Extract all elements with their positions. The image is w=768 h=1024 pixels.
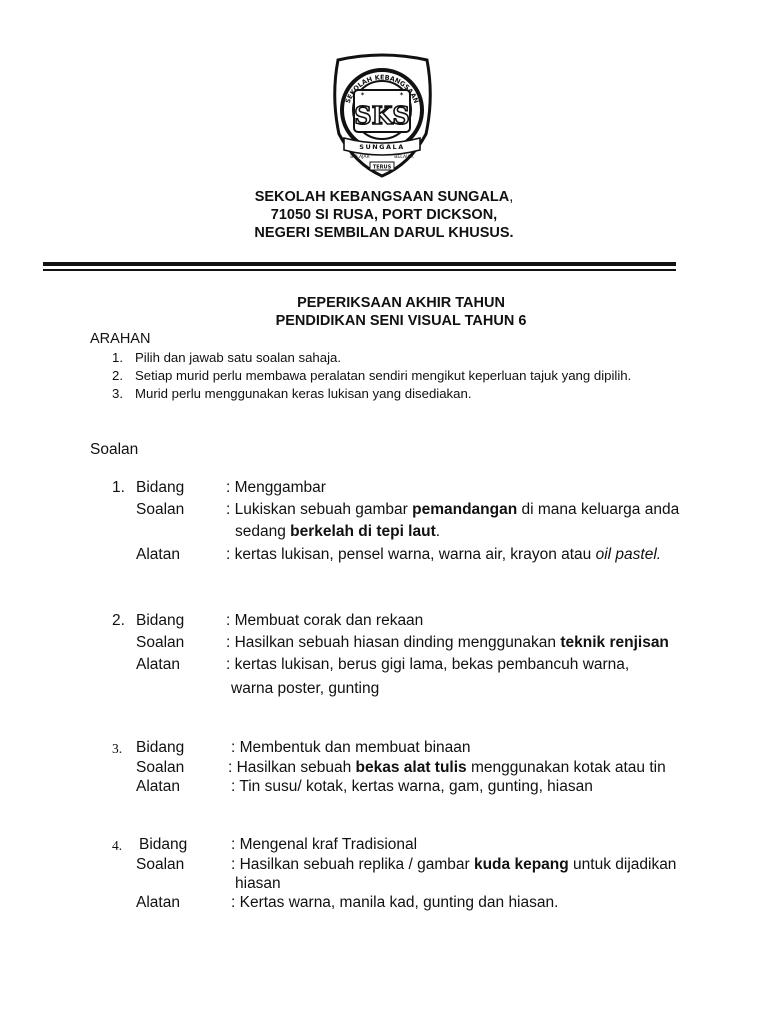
crest-motto-left: BELAJAR [350,155,370,160]
instruction-item: 3. Murid perlu menggunakan keras lukisan yang disediakan. [112,386,472,401]
soalan-value-cont: sedang berkelah di tepi laut. [235,523,441,540]
alatan-value: : kertas lukisan, berus gigi lama, bekas pembancuh warna, [226,656,630,673]
question-number: 2. [112,612,125,629]
soalan-value: : Hasilkan sebuah replika / gambar kuda kepang untuk dijadikan [231,856,677,873]
bidang-value: : Membentuk dan membuat binaan [231,739,471,756]
alatan-label: Alatan [136,894,180,911]
instructions-list [112,349,631,403]
school-crest-logo [330,52,435,180]
instruction-item: 1. Pilih dan jawab satu soalan sahaja. [112,350,342,365]
bidang-label: Bidang [136,479,185,496]
soalan-label: Soalan [136,501,185,518]
alatan-value-cont: warna poster, gunting [231,680,380,697]
crest-bottom-text: TERUS [372,164,392,171]
school-name: SEKOLAH KEBANGSAAN SUNGALA, [254,189,514,205]
alatan-value: : Kertas warna, manila kad, gunting dan hiasan. [231,894,559,911]
header-divider-thin [43,269,676,271]
instruction-item: 2. Setiap murid perlu membawa peralatan sendiri mengikut keperluan tajuk yang dipilih. [112,368,632,383]
soalan-label: Soalan [136,759,185,776]
crest-top-text: SEKOLAH KEBANGSAAN [343,73,421,105]
bidang-label: Bidang [139,836,188,853]
exam-subject: PENDIDIKAN SENI VISUAL TAHUN 6 [275,313,527,329]
exam-title: PEPERIKSAAN AKHIR TAHUN [297,295,505,311]
crest-initials: SKS [354,101,410,130]
soalan-value: : Lukiskan sebuah gambar pemandangan di mana keluarga anda [226,501,680,518]
alatan-label: Alatan [136,546,180,563]
bidang-value: : Menggambar [226,479,326,496]
school-address-line: 71050 SI RUSA, PORT DICKSON, [270,207,498,223]
soalan-value-cont: hiasan [235,875,281,892]
alatan-value: : Tin susu/ kotak, kertas warna, gam, gunting, hiasan [231,778,593,795]
instructions-heading: ARAHAN [90,331,151,347]
question-number: 4. [112,838,123,853]
school-state-line: NEGERI SEMBILAN DARUL KHUSUS. [254,225,514,241]
alatan-label: Alatan [136,778,180,795]
bidang-value: : Mengenal kraf Tradisional [231,836,418,853]
crest-motto-right: BELAJAR [394,155,414,160]
soalan-value: : Hasilkan sebuah hiasan dinding menggunakan teknik renjisan [226,634,669,651]
question-number: 3. [112,741,123,756]
bidang-label: Bidang [136,612,185,629]
header-divider-thick [43,262,676,266]
crest-star-icon: ✶ [360,92,366,98]
question-number: 1. [112,479,125,496]
soalan-value: : Hasilkan sebuah bekas alat tulis menggunakan kotak atau tin [228,759,666,776]
alatan-value: : kertas lukisan, pensel warna, warna air, krayon atau oil pastel. [226,546,662,563]
alatan-label: Alatan [136,656,180,673]
crest-banner-text: SUNGALA [359,143,405,151]
bidang-label: Bidang [136,739,185,756]
questions-heading: Soalan [90,441,139,458]
soalan-label: Soalan [136,634,185,651]
bidang-value: : Membuat corak dan rekaan [226,612,424,629]
soalan-label: Soalan [136,856,185,873]
crest-star-icon: ✶ [399,92,405,98]
